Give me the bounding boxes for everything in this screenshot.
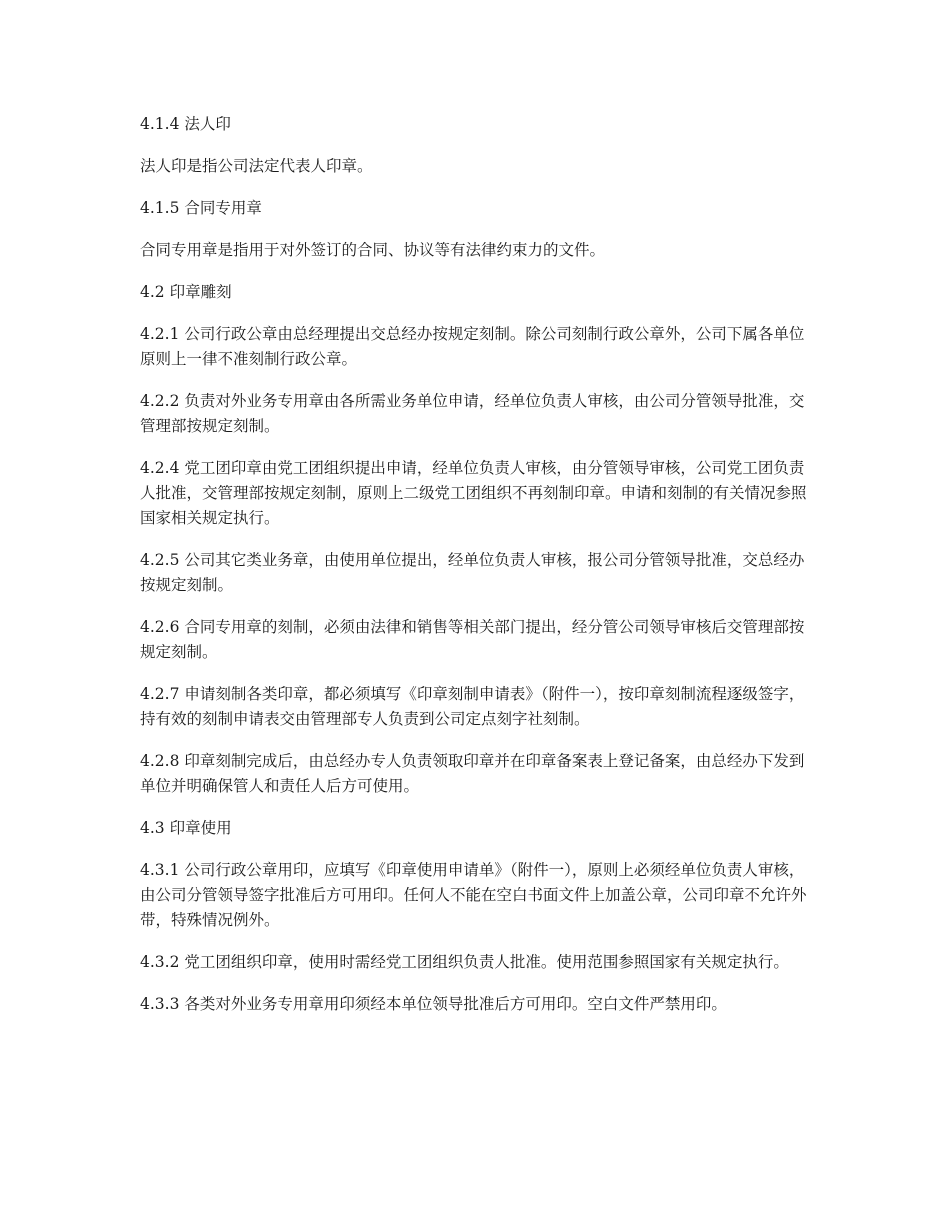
paragraph-4-2-4: 4.2.4 党工团印章由党工团组织提出申请，经单位负责人审核，由分管领导审核，公司党工团负责人批准，交管理部按规定刻制，原则上二级党工团组织不再刻制印章。申请和刻制的有关情况参照国家相关规定执行。 <box>140 459 807 527</box>
paragraph-contract-seal-definition: 合同专用章是指用于对外签订的合同、协议等有法律约束力的文件。 <box>140 241 606 259</box>
paragraph-4-3-1: 4.3.1 公司行政公章用印，应填写《印章使用申请单》（附件一），原则上必须经单位负责人审核，由公司分管领导签字批准后方可用印。任何人不能在空白书面文件上加盖公章，公司印章不允许外带，特殊情况例外。 <box>140 861 807 929</box>
paragraph-4-2-5: 4.2.5 公司其它类业务章，由使用单位提出，经单位负责人审核，报公司分管领导批准，交总经办按规定刻制。 <box>140 551 805 594</box>
paragraph-4-2-2: 4.2.2 负责对外业务专用章由各所需业务单位申请，经单位负责人审核，由公司分管领导批准，交管理部按规定刻制。 <box>140 392 805 435</box>
paragraph-4-2-6: 4.2.6 合同专用章的刻制，必须由法律和销售等相关部门提出，经分管公司领导审核后交管理部按规定刻制。 <box>140 618 805 661</box>
paragraph-4-3-2: 4.3.2 党工团组织印章，使用时需经党工团组织负责人批准。使用范围参照国家有关规定执行。 <box>140 953 789 971</box>
paragraph-legal-seal-definition: 法人印是指公司法定代表人印章。 <box>140 157 373 175</box>
paragraph-4-2-8: 4.2.8 印章刻制完成后，由总经办专人负责领取印章并在印章备案表上登记备案，由总经办下发到单位并明确保管人和责任人后方可使用。 <box>140 752 805 795</box>
paragraph-4-3-3: 4.3.3 各类对外业务专用章用印须经本单位领导批准后方可用印。空白文件严禁用印。 <box>140 995 727 1013</box>
document-body <box>140 112 808 1034</box>
section-heading-4-1-4: 4.1.4 法人印 <box>140 115 231 133</box>
section-heading-4-3: 4.3 印章使用 <box>140 819 232 837</box>
paragraph-4-2-1: 4.2.1 公司行政公章由总经理提出交总经办按规定刻制。除公司刻制行政公章外，公司下属各单位原则上一律不准刻制行政公章。 <box>140 325 805 368</box>
section-heading-4-1-5: 4.1.5 合同专用章 <box>140 199 262 217</box>
paragraph-4-2-7: 4.2.7 申请刻制各类印章，都必须填写《印章刻制申请表》（附件一），按印章刻制流程逐级签字，持有效的刻制申请表交由管理部专人负责到公司定点刻字社刻制。 <box>140 685 805 728</box>
section-heading-4-2: 4.2 印章雕刻 <box>140 283 232 301</box>
